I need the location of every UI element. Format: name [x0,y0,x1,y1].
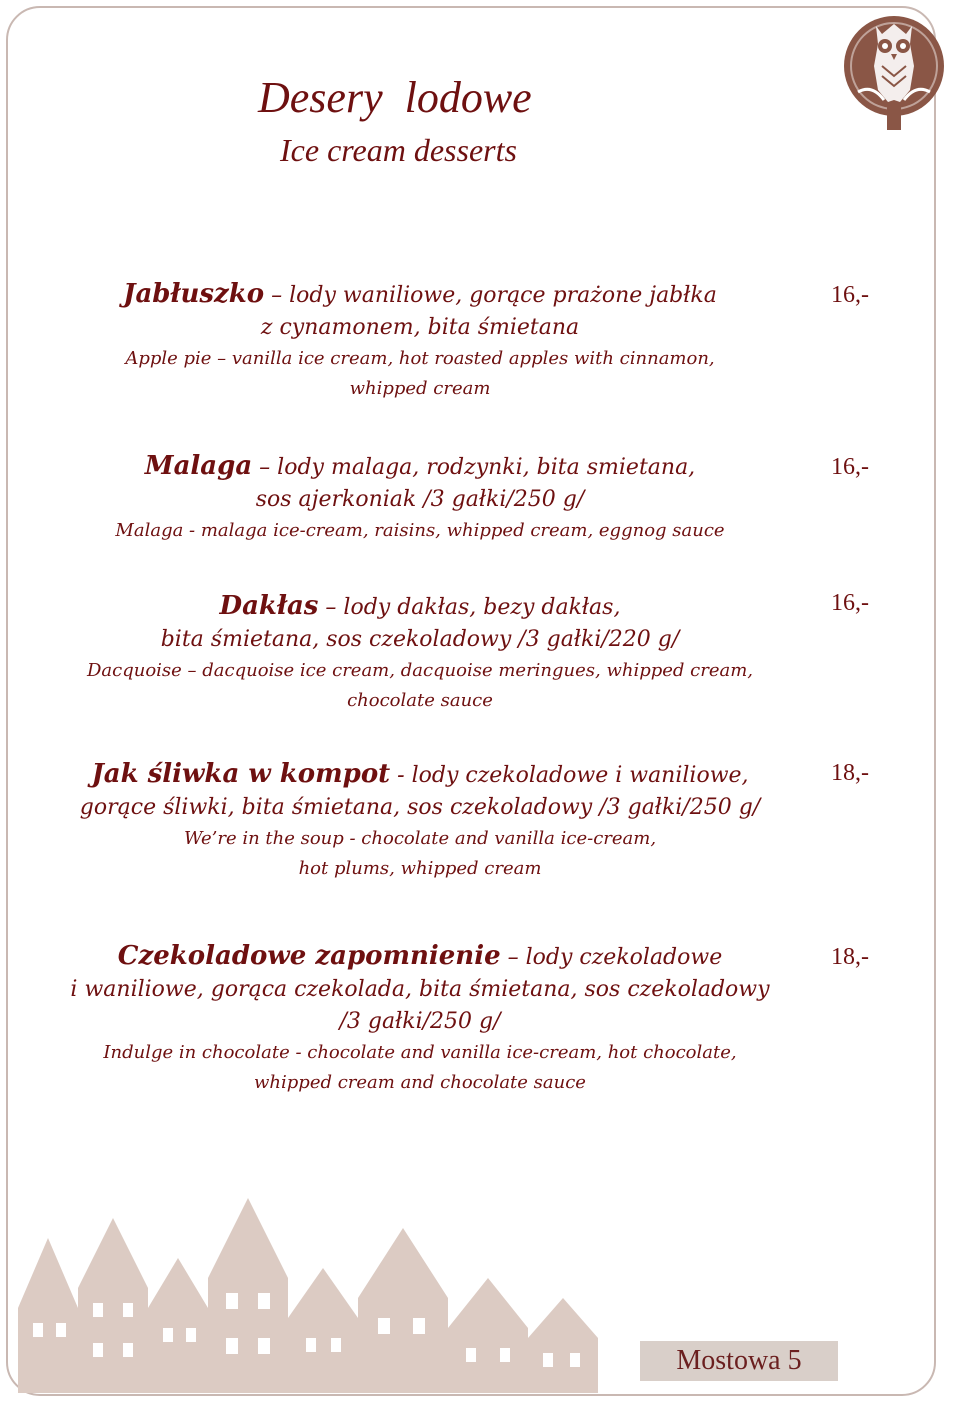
item-english-line: We’re in the soup - chocolate and vanilla ice-cream, [183,828,657,849]
owl-icon [838,4,948,134]
item-english-line: whipped cream and chocolate sauce [254,1072,586,1093]
item-name: Jak śliwka w kompot [91,759,391,789]
item-polish-line: gorące śliwki, bita śmietana, sos czekoladowy /3 gałki/250 g/ [79,795,761,820]
item-name: Czekoladowe zapomnienie [117,941,501,971]
location-badge: Mostowa 5 [640,1341,838,1381]
item-price: 18,- [831,760,869,786]
item-name: Malaga [144,451,253,481]
item-english-line: Apple pie – vanilla ice cream, hot roasted apples with cinnamon, [125,348,715,369]
page-subtitle: Ice cream desserts [280,132,517,168]
item-polish-line: Jak śliwka w kompot - lody czekoladowe i waniliowe, [91,759,749,789]
item-polish-line: sos ajerkoniak /3 gałki/250 g/ [255,487,585,512]
item-polish-line: /3 gałki/250 g/ [339,1009,501,1034]
item-english-line: Dacquoise – dacquoise ice cream, dacquoise meringues, whipped cream, [86,660,754,681]
item-price: 16,- [831,590,869,616]
menu-item-czekoladowe-zapomnienie [60,940,780,1098]
item-name: Dakłas [219,591,319,621]
item-polish-line: bita śmietana, sos czekoladowy /3 gałki/220 g/ [160,627,680,652]
item-english-line: Malaga - malaga ice-cream, raisins, whipped cream, eggnog sauce [115,520,725,541]
item-polish-line: Jabłuszko – lody waniliowe, gorące prażone jabłka [123,279,717,309]
menu-item-malaga [60,450,780,546]
town-houses-illustration [8,1158,608,1393]
item-polish-line: Malaga – lody malaga, rodzynki, bita smietana, [144,451,696,481]
menu-item-jak-sliwka-w-kompot [60,758,780,884]
item-name: Jabłuszko [123,279,265,309]
item-english-line: hot plums, whipped cream [298,858,542,879]
item-english-line: chocolate sauce [347,690,493,711]
item-polish-line: z cynamonem, bita śmietana [260,315,580,340]
item-polish-line: i waniliowe, gorąca czekolada, bita śmietana, sos czekoladowy [70,977,770,1002]
item-price: 16,- [831,454,869,480]
item-price: 16,- [831,282,869,308]
item-polish-line: Dakłas – lody dakłas, bezy dakłas, [219,591,621,621]
page-title: Desery lodowe [258,73,532,122]
menu-item-daklas [60,590,780,716]
item-english-line: whipped cream [349,378,491,399]
item-polish-line: Czekoladowe zapomnienie – lody czekoladowe [117,941,723,971]
item-price: 18,- [831,944,869,970]
menu-item-jabluszko [60,278,780,404]
item-english-line: Indulge in chocolate - chocolate and vanilla ice-cream, hot chocolate, [103,1042,737,1063]
